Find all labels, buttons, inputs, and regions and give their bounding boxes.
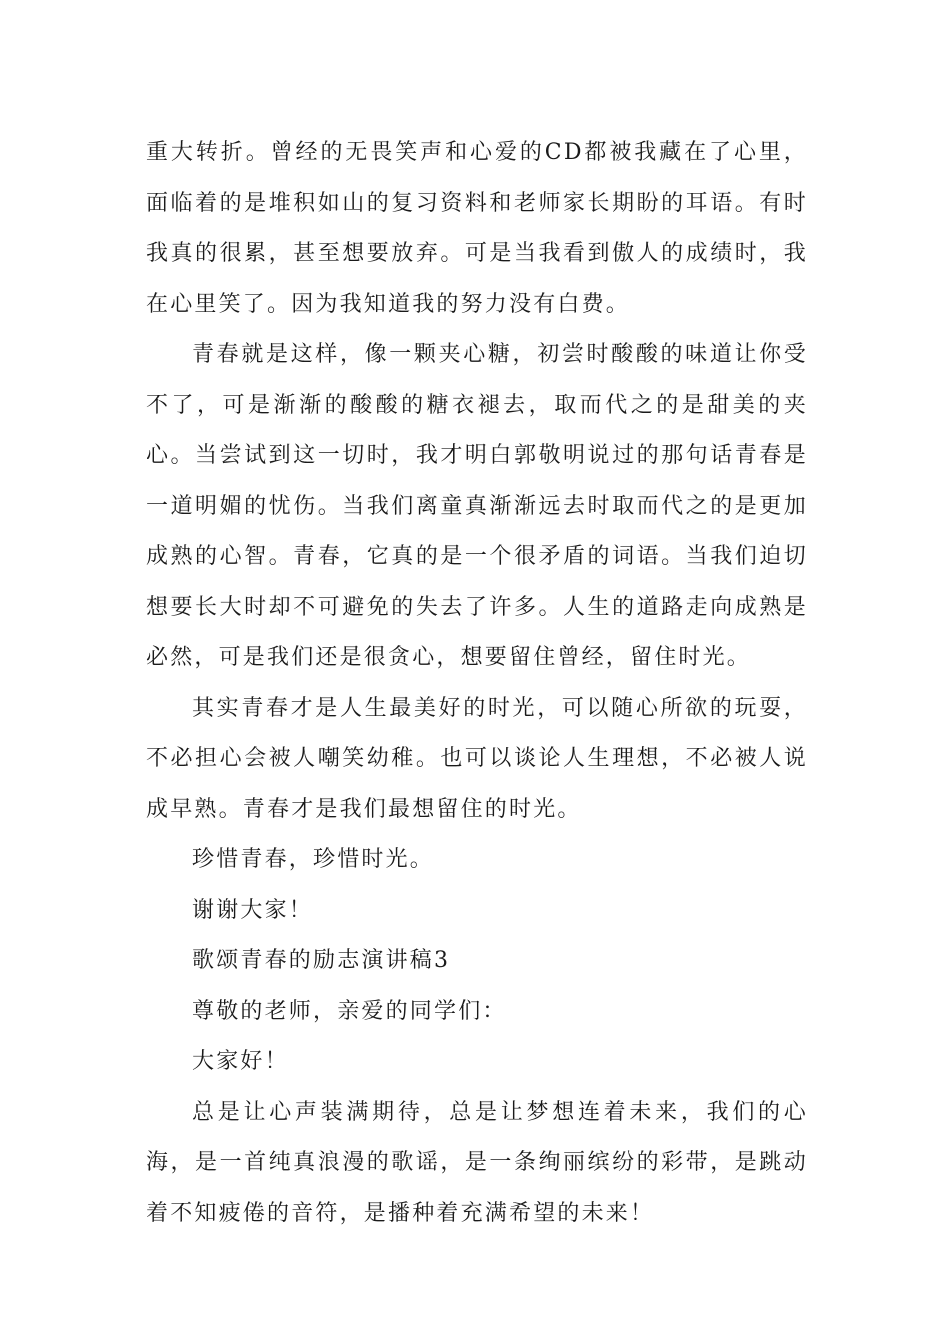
paragraph-5: 谢谢大家！ bbox=[192, 897, 314, 923]
section-heading: 歌颂青春的励志演讲稿3 bbox=[192, 948, 451, 973]
document-body bbox=[146, 128, 808, 1239]
paragraph-3: 其实青春才是人生最美好的时光，可以随心所欲的玩耍，不必担心会被人嘲笑幼稚。也可以谈论人生理想，不必被人说成早熟。青春才是我们最想留住的时光。 bbox=[146, 695, 808, 822]
paragraph-9: 总是让心声装满期待，总是让梦想连着未来，我们的心海，是一首纯真浪漫的歌谣，是一条绚丽缤纷的彩带，是跳动着不知疲倦的音符，是播种着充满希望的未来！ bbox=[146, 1099, 808, 1226]
paragraph-4: 珍惜青春，珍惜时光。 bbox=[192, 847, 435, 872]
paragraph-2: 青春就是这样，像一颗夹心糖，初尝时酸酸的味道让你受不了，可是渐渐的酸酸的糖衣褪去，取而代之的是甜美的夹心。当尝试到这一切时，我才明白郭敬明说过的那句话青春是一道明媚的忧伤。当我们离童真渐渐远去时取而代之的是更加成熟的心智。青春，它真的是一个很矛盾的词语。当我们迫切想要长大时却不可避免的失去了许多。人生的道路走向成熟是必然，可是我们还是很贪心，想要留住曾经，留住时光。 bbox=[146, 342, 808, 670]
salutation: 尊敬的老师，亲爱的同学们： bbox=[192, 998, 507, 1024]
greeting: 大家好！ bbox=[192, 1049, 289, 1074]
paragraph-1: 重大转折。曾经的无畏笑声和心爱的CD都被我藏在了心里，面临着的是堆积如山的复习资料和老师家长期盼的耳语。有时我真的很累，甚至想要放弃。可是当我看到傲人的成绩时，我在心里笑了。因为我知道我的努力没有白费。 bbox=[146, 140, 808, 317]
